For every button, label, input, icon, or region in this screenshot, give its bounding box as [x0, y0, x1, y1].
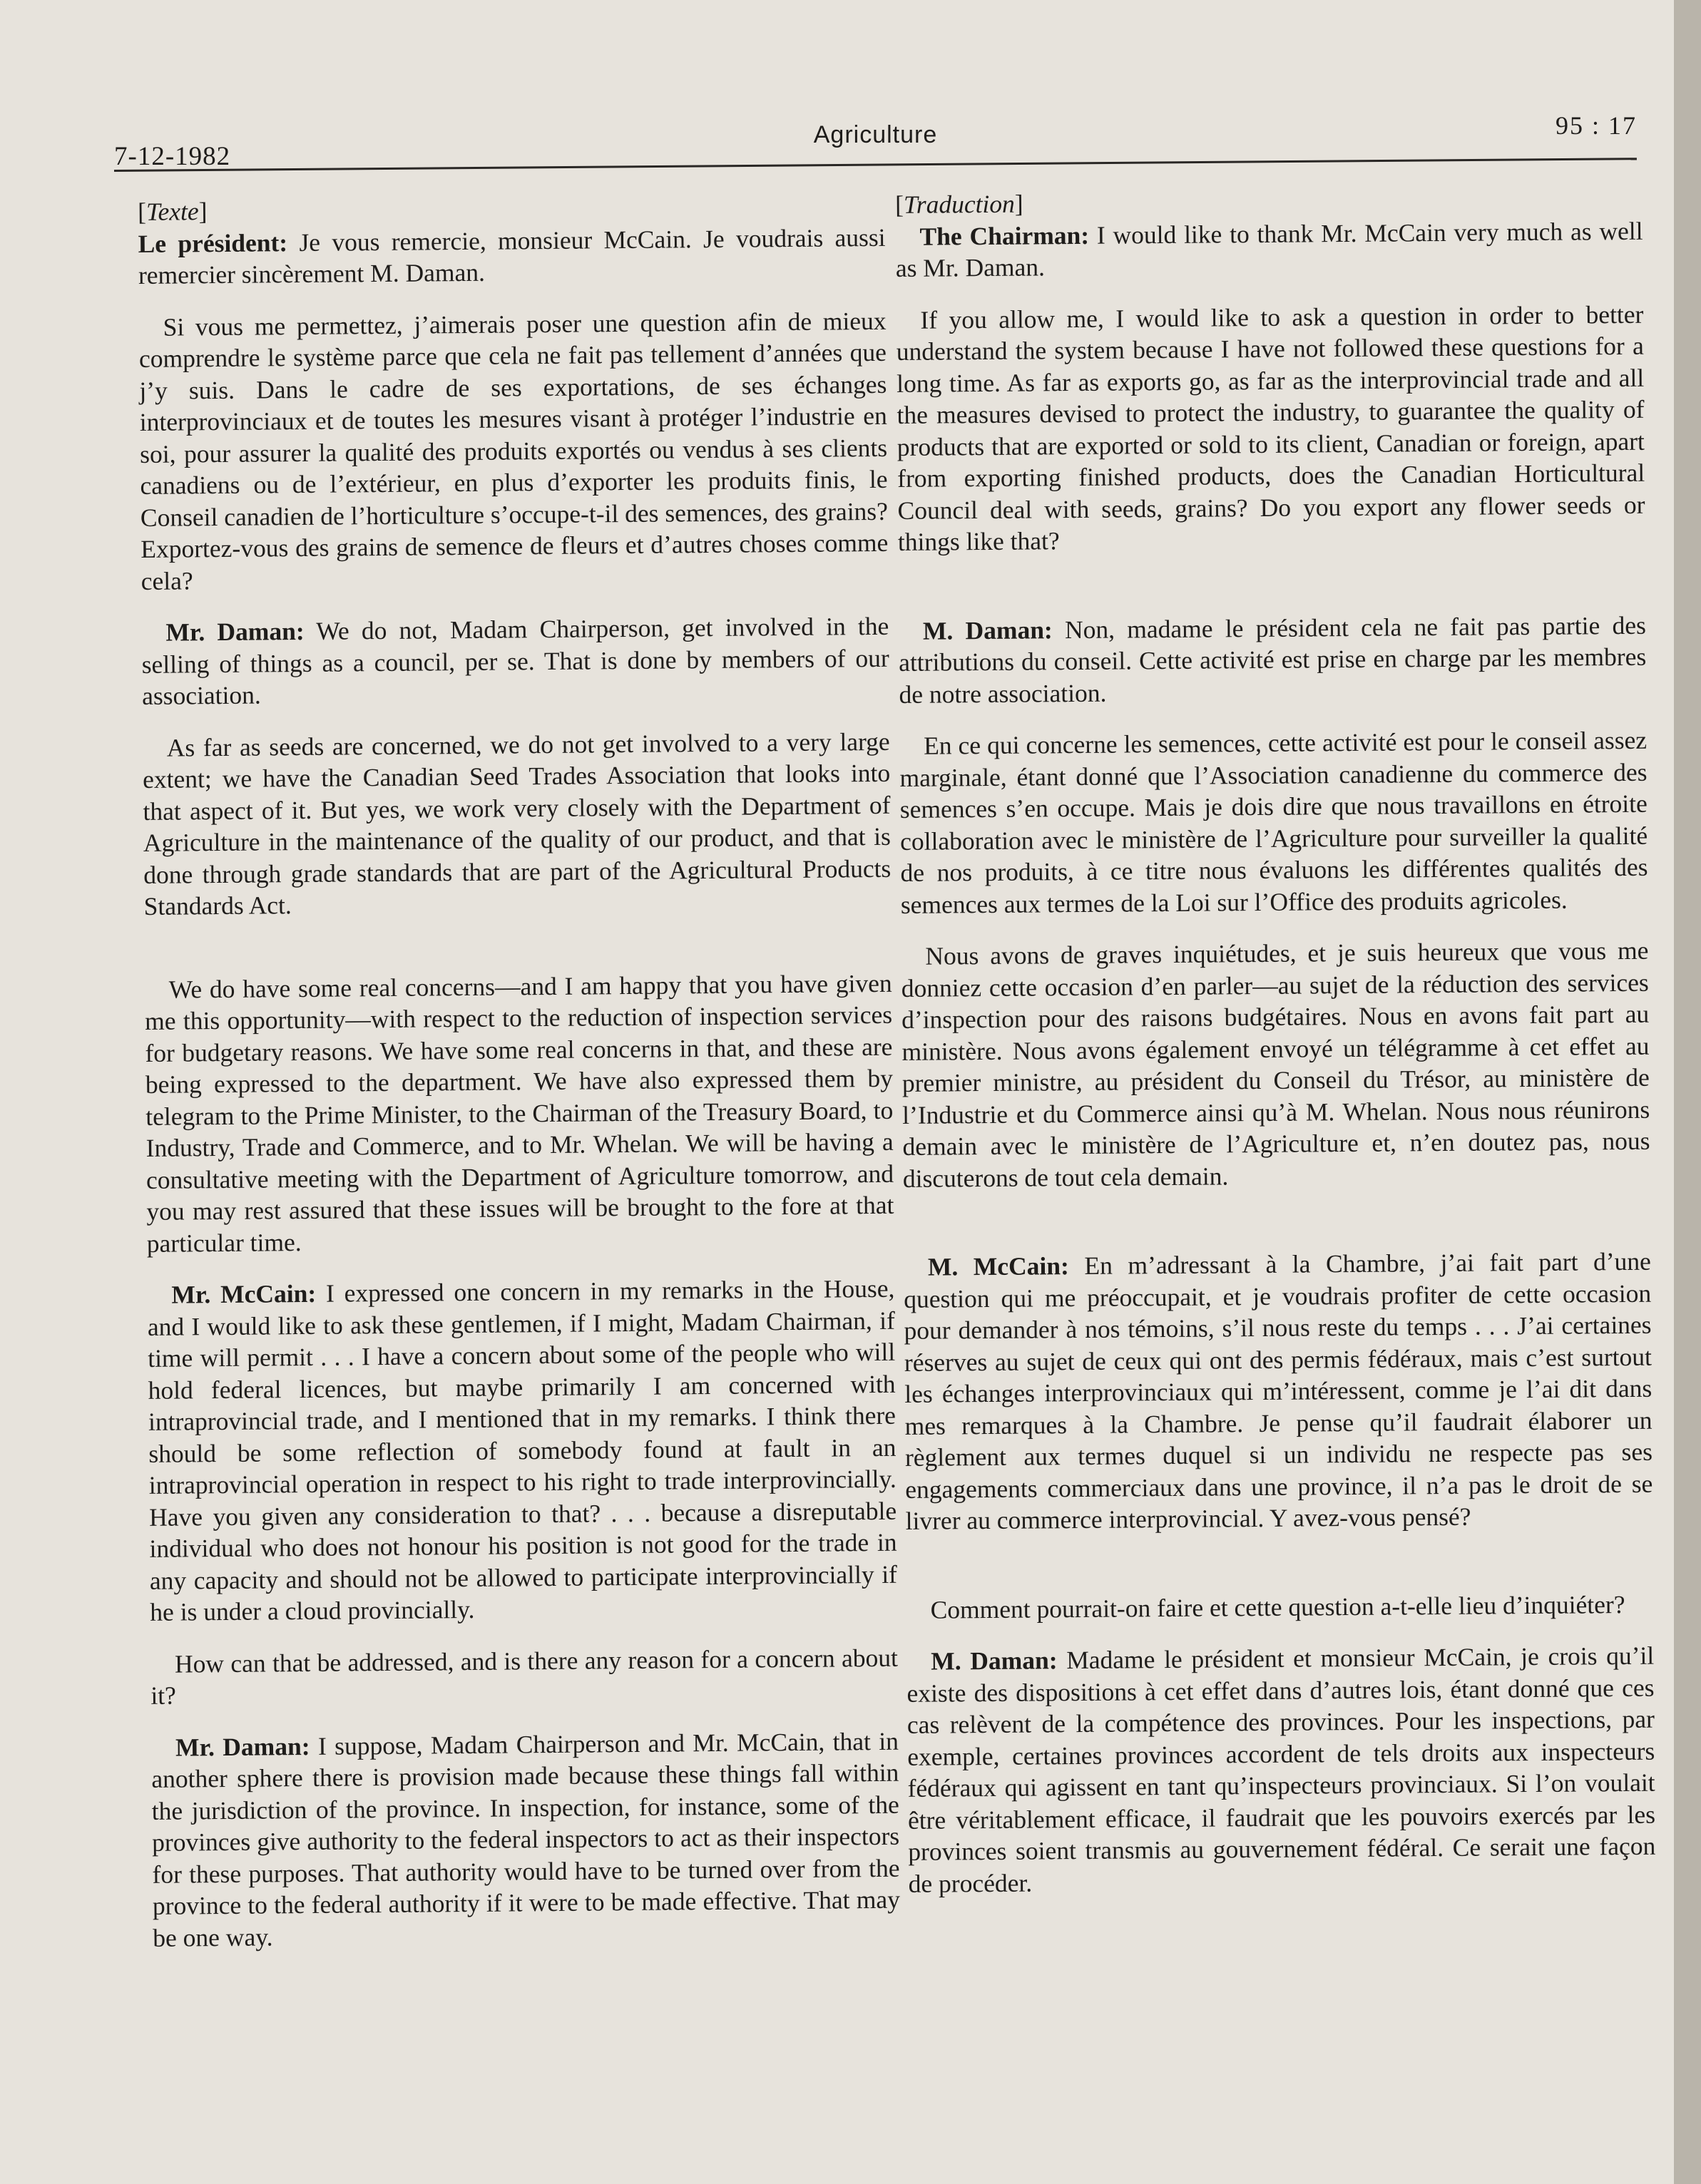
paragraph-text: As far as seeds are concerned, we do not get involved to a very large extent; we have the Canadian Seed Trades Association that looks into that aspect of it. But yes, we work very closely with the Department of Agriculture in the maintenance of the quality of our product, and that is done through grade standards that are part of the Agricultural Products Standards Act. — [142, 727, 892, 921]
paragraph-text: Je vous remercie, monsieur McCain. Je voudrais aussi remercier sincèrement M. Daman. — [138, 222, 886, 289]
paragraph — [138, 304, 888, 597]
paragraph-text: We do have some real concerns—and I am happy that you have given me this opportunity—with respect to the reduction of inspection services for budgetary reasons. We have some real concerns in that, and these are being expressed to the department. We have also expressed them by telegram to the Prime Minister, to the Chairman of the Treasury Board, to Industry, Trade and Commerce, and to Mr. Whelan. We will be having a consultative meeting with the Department of Agriculture tomorrow, and you may rest assured that these issues will be brought to the fore at that particular time. — [144, 968, 894, 1258]
paragraph-text: Si vous me permettez, j’aimerais poser une question afin de mieux comprendre le système parce que cela ne fait pas tellement d’années que j’y suis. Dans le cadre de ses exportations, de ses échanges interprovinciaux et de toutes les mesures visant à protéger l’industrie en soi, pour assurer la qualité des produits exportés ou vendus à ses clients canadiens ou de l’extérieur, en plus d’exporter les produits finis, le Conseil canadien de l’horticulture s’occupe-t-il des semences, des grains? Exportez-vous des grains de semence de fleurs et d’autres choses comme cela? — [138, 306, 889, 595]
paragraph — [150, 1641, 899, 1711]
paragraph — [899, 724, 1648, 921]
paragraph-text: Comment pourrait-on faire et cette question a-t-elle lieu d’inquiéter? — [930, 1589, 1625, 1624]
speaker-name: Mr. McCain: — [171, 1278, 317, 1309]
speaker-name: Le président: — [138, 227, 288, 258]
left-column — [138, 190, 900, 1954]
paragraph — [895, 215, 1643, 284]
right-column — [895, 183, 1656, 1900]
paragraph-text: If you allow me, I would like to ask a question in order to better understand the system because I have not followed these questions for a long time. As far as exports go, as far as the interprovincial trade and all the measures devised to protect the industry, to guarantee the quality of products that are exported or sold to its client, Canadian or foreign, apart from exporting finished products, does the Canadian Horticultural Council deal with seeds, grains? Do you export any flower seeds or things like that? — [896, 299, 1645, 556]
header-date: 7-12-1982 — [114, 142, 231, 171]
speaker-name: Mr. Daman: — [165, 616, 305, 647]
paragraph-text: Non, madame le président cela ne fait pas partie des attributions du conseil. Cette activité est prise en charge par les membres de notre association. — [899, 610, 1647, 709]
paragraph-text: I would like to thank Mr. McCain very much as well as Mr. Daman. — [895, 216, 1643, 282]
paragraph — [143, 725, 892, 922]
paragraph — [138, 221, 886, 291]
paragraph — [896, 298, 1645, 558]
paragraph-text: En m’adressant à la Chambre, j’ai fait part d’une question qui me préoccupait, et je voudrais profiter de cette occasion pour demander à nos témoins, s’il nous reste du temps . . . J’ai certaines réserves au sujet de ceux qui ont des permis fédéraux, mais c’est surtout les échanges interprovinciaux qui m’intéressent, comme je l’ai dit dans mes remarques à la Chambre. Je pense qu’il faudrait élaborer un règlement aux termes duquel si un individu ne respecte pas ses engagements commerciaux dans une province, il n’a pas le droit de se livrer au commerce interprovincial. Y avez-vous pensé? — [904, 1246, 1653, 1535]
speaker-name: M. Daman: — [931, 1646, 1058, 1676]
page-header — [114, 107, 1637, 171]
paragraph — [906, 1640, 1656, 1900]
paragraph — [899, 609, 1647, 710]
paragraph — [147, 1273, 897, 1629]
header-title: Agriculture — [813, 121, 938, 148]
speaker-name: M. Daman: — [922, 615, 1053, 645]
paragraph-text: En ce qui concerne les semences, cette activité est pour le conseil assez marginale, étant donné que l’Association canadienne du commerce des semences s’en occupe. Mais je dois dire que nous travaillons en étroite collaboration avec le ministère de l’Agriculture pour surveiller la qualité de nos produits, à ce titre nous évaluons les différentes qualités des semences aux termes de la Loi sur l’Office des produits agricoles. — [899, 725, 1648, 919]
paragraph-text: Nous avons de graves inquiétudes, et je suis heureux que vous me donniez cette occasion d’en parler—au sujet de la réduction des services d’inspection pour des raisons budgétaires. Nous en avons fait part au ministère. Nous avons également envoyé un télégramme à cet effet au premier ministre, au président du Conseil du Trésor, au ministère de l’Industrie et du Commerce ainsi qu’à M. Whelan. Nous nous réunirons demain avec le ministère de l’Agriculture et, n’en doutez pas, nous discuterons de tout cela demain. — [901, 935, 1650, 1193]
paragraph-text: I suppose, Madam Chairperson and Mr. McCain, that in another sphere there is provision made because these things fall within the jurisdiction of the province. In inspection, for instance, some of the provinces give authority to the federal inspectors to act as their inspectors for these purposes. That authority would have to be turned over from the province to the federal authority if it were to be made effective. That may be one way. — [151, 1726, 901, 1952]
paragraph — [904, 1246, 1653, 1537]
section-marker-texte: [Texte] — [138, 197, 208, 226]
page-edge — [1674, 0, 1701, 2184]
paragraph — [901, 935, 1650, 1194]
paragraph-text: How can that be addressed, and is there any reason for a concern about it? — [150, 1643, 899, 1710]
header-page-number: 95 : 17 — [1555, 111, 1637, 140]
speaker-name: Mr. Daman: — [175, 1731, 310, 1762]
paragraph — [906, 1588, 1653, 1626]
paragraph — [145, 967, 894, 1259]
paragraph — [141, 610, 889, 712]
speaker-name: M. McCain: — [927, 1251, 1070, 1281]
paragraph-text: Madame le président et monsieur McCain, je crois qu’il existe des dispositions à cet effet dans d’autres lois, étant donné que ces cas relèvent de la compétence des provinces. Pour les inspections, par exemple, certaines provinces accordent de tels droits aux inspecteurs fédéraux qui agissent en tant qu’inspecteurs provinciaux. Si l’on voulait être véritablement efficace, il faudrait que les pouvoirs exercés par les provinces soient transmis au gouvernement fédéral. Ce serait une façon de procéder. — [906, 1641, 1656, 1898]
speaker-name: The Chairman: — [919, 220, 1090, 251]
paragraph-text: We do not, Madam Chairperson, get involved in the selling of things as a council, per se. That is done by members of our association. — [141, 611, 889, 710]
section-marker-traduction: [Traduction] — [895, 189, 1023, 219]
paragraph — [151, 1725, 901, 1954]
paragraph-text: I expressed one concern in my remarks in the House, and I would like to ask these gentlemen, if I might, Madam Chairman, if time will permit . . . I have a concern about some of the people who will hold federal licences, but maybe primarily I am concerned with intraprovincial trade, and I mentioned that in my remarks. I think there should be some reflection of somebody found at fault in an intraprovincial operation in respect to his right to trade interprovincially. Have you given any consideration to that? . . . because a disreputable individual who does not honour his position is not good for the trade in any capacity and should not be allowed to participate interprovincially if he is under a cloud provincially. — [147, 1273, 898, 1626]
